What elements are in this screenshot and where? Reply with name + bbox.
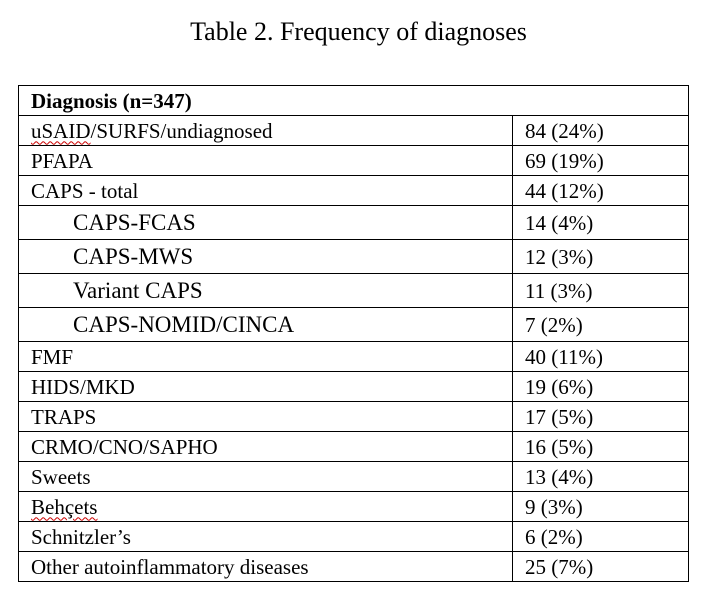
table-row (19, 432, 689, 462)
diagnosis-cell: CAPS-MWS (19, 240, 513, 274)
frequency-cell: 44 (12%) (513, 176, 689, 206)
spellcheck-word: uSAID (31, 118, 91, 143)
diagnosis-cell: PFAPA (19, 146, 513, 176)
header-cell: Diagnosis (n=347) (19, 86, 689, 116)
frequency-cell: 19 (6%) (513, 372, 689, 402)
frequency-cell: 12 (3%) (513, 240, 689, 274)
diagnosis-cell (19, 116, 513, 146)
table-row (19, 552, 689, 582)
diagnosis-cell: CAPS - total (19, 176, 513, 206)
table-header-row (19, 86, 689, 116)
table-subrow (19, 274, 689, 308)
diagnosis-cell: Variant CAPS (19, 274, 513, 308)
table-title: Table 2. Frequency of diagnoses (190, 17, 527, 46)
table-row (19, 402, 689, 432)
diagnosis-cell: Other autoinflammatory diseases (19, 552, 513, 582)
diagnosis-cell: Sweets (19, 462, 513, 492)
spellcheck-word: Behçets (31, 494, 98, 519)
frequency-cell: 16 (5%) (513, 432, 689, 462)
diagnosis-cell (19, 492, 513, 522)
diagnosis-cell: CAPS-NOMID/CINCA (19, 308, 513, 342)
table-subrow (19, 240, 689, 274)
table-row (19, 176, 689, 206)
table-subrow (19, 206, 689, 240)
frequency-cell: 17 (5%) (513, 402, 689, 432)
frequency-cell: 9 (3%) (513, 492, 689, 522)
frequency-cell: 7 (2%) (513, 308, 689, 342)
table-row (19, 522, 689, 552)
table-subrow (19, 308, 689, 342)
diagnosis-cell: Schnitzler’s (19, 522, 513, 552)
frequency-cell: 84 (24%) (513, 116, 689, 146)
frequency-cell: 69 (19%) (513, 146, 689, 176)
frequency-cell: 40 (11%) (513, 342, 689, 372)
diagnosis-cell: FMF (19, 342, 513, 372)
table-row (19, 462, 689, 492)
diagnosis-cell: HIDS/MKD (19, 372, 513, 402)
table-row (19, 492, 689, 522)
diagnosis-cell: TRAPS (19, 402, 513, 432)
frequency-cell: 25 (7%) (513, 552, 689, 582)
frequency-cell: 14 (4%) (513, 206, 689, 240)
diagnosis-cell: CAPS-FCAS (19, 206, 513, 240)
frequency-cell: 13 (4%) (513, 462, 689, 492)
frequency-cell: 11 (3%) (513, 274, 689, 308)
table-row (19, 372, 689, 402)
table-row (19, 116, 689, 146)
diagnosis-text: /SURFS/undiagnosed (90, 118, 273, 143)
table-row (19, 342, 689, 372)
table-row (19, 146, 689, 176)
frequency-cell: 6 (2%) (513, 522, 689, 552)
diagnosis-cell: CRMO/CNO/SAPHO (19, 432, 513, 462)
diagnosis-frequency-table (18, 85, 689, 582)
